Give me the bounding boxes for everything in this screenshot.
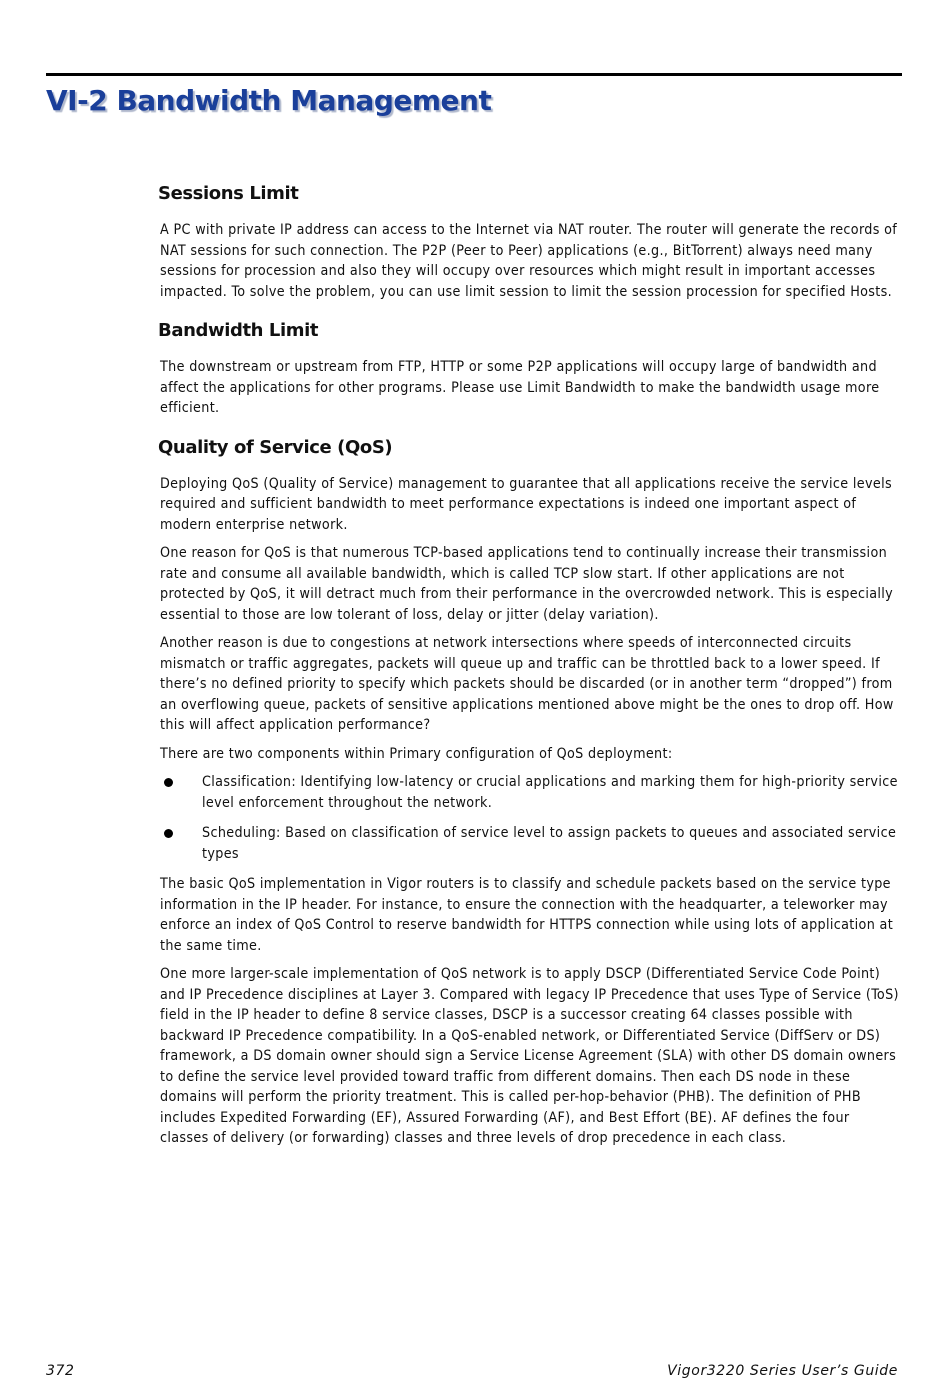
list-item [160,823,900,864]
paragraph: A PC with private IP address can access to the Internet via NAT router. The router will generate the records of NAT sessions for such connection. The P2P (Peer to Peer) applications (e.g., BitTorrent) always need many sessions for procession and also they will occupy over resources which might result in important accesses impacted. To solve the problem, you can use limit session to limit the session procession for specified Hosts. [160,222,898,300]
section-bandwidth-limit [160,320,900,419]
top-rule [46,73,902,76]
section-heading: Sessions Limit [158,183,299,204]
paragraph: Deploying QoS (Quality of Service) management to guarantee that all applications receive the service levels required and sufficient bandwidth to meet performance expectations is indeed one important aspect of modern enterprise network. [160,475,893,533]
section-qos [160,437,900,1149]
page-number: 372 [46,1363,75,1379]
list-item [160,772,900,813]
paragraph: The basic QoS implementation in Vigor routers is to classify and schedule packets based on the service type information in the IP header. For instance, to ensure the connection with the headquarter, a teleworker may enforce an index of QoS Control to reserve bandwidth for HTTPS connection while using lots of application at the same time. [160,876,894,954]
section-heading: Bandwidth Limit [158,320,319,341]
guide-title: Vigor3220 Series User’s Guide [667,1363,898,1379]
list-item-text: Classification: Identifying low-latency or crucial applications and marking them for high-priority service level enforcement throughout the network. [202,774,898,811]
bullet-icon [164,829,173,838]
paragraph: One reason for QoS is that numerous TCP-based applications tend to continually increase their transmission rate and consume all available bandwidth, which is called TCP slow start. If other applications are not protected by QoS, it will detract much from their performance in the overcrowded network. This is especially essential to those are low tolerant of loss, delay or jitter (delay variation). [160,545,894,623]
paragraph: The downstream or upstream from FTP, HTTP or some P2P applications will occupy large of bandwidth and affect the applications for other programs. Please use Limit Bandwidth to make the bandwidth usage more efficient. [160,359,880,416]
bullet-icon [164,778,173,787]
section-sessions-limit [160,183,900,302]
page-content [160,183,900,1167]
list-item-text: Scheduling: Based on classification of service level to assign packets to queues and associated service types [202,825,897,862]
paragraph: One more larger-scale implementation of QoS network is to apply DSCP (Differentiated Service Code Point) and IP Precedence disciplines at Layer 3. Compared with legacy IP Precedence that uses Type of Service (ToS) field in the IP header to define 8 service classes, DSCP is a successor creating 64 classes possible with backward IP Precedence compatibility. In a QoS-enabled network, or Differentiated Service (DiffServ or DS) framework, a DS domain owner should sign a Service License Agreement (SLA) with other DS domain owners to define the service level provided toward traffic from different domains. Then each DS node in these domains will perform the priority treatment. This is called per-hop-behavior (PHB). The definition of PHB includes Expedited Forwarding (EF), Assured Forwarding (AF), and Best Effort (BE). AF defines the four classes of delivery (or forwarding) classes and three levels of drop precedence in each class. [160,966,899,1146]
paragraph: There are two components within Primary configuration of QoS deployment: [160,745,673,762]
section-heading: Quality of Service (QoS) [158,436,393,458]
bullet-list [160,772,900,864]
chapter-title: VI-2 Bandwidth Management [46,84,492,117]
paragraph: Another reason is due to congestions at network intersections where speeds of interconnected circuits mismatch or traffic aggregates, packets will queue up and traffic can be throttled back to a lower speed. If there’s no defined priority to specify which packets should be discarded (or in another term “dropped”) from an overflowing queue, packets of sensitive applications mentioned above might be the ones to drop off. How this will affect application performance? [160,635,894,733]
